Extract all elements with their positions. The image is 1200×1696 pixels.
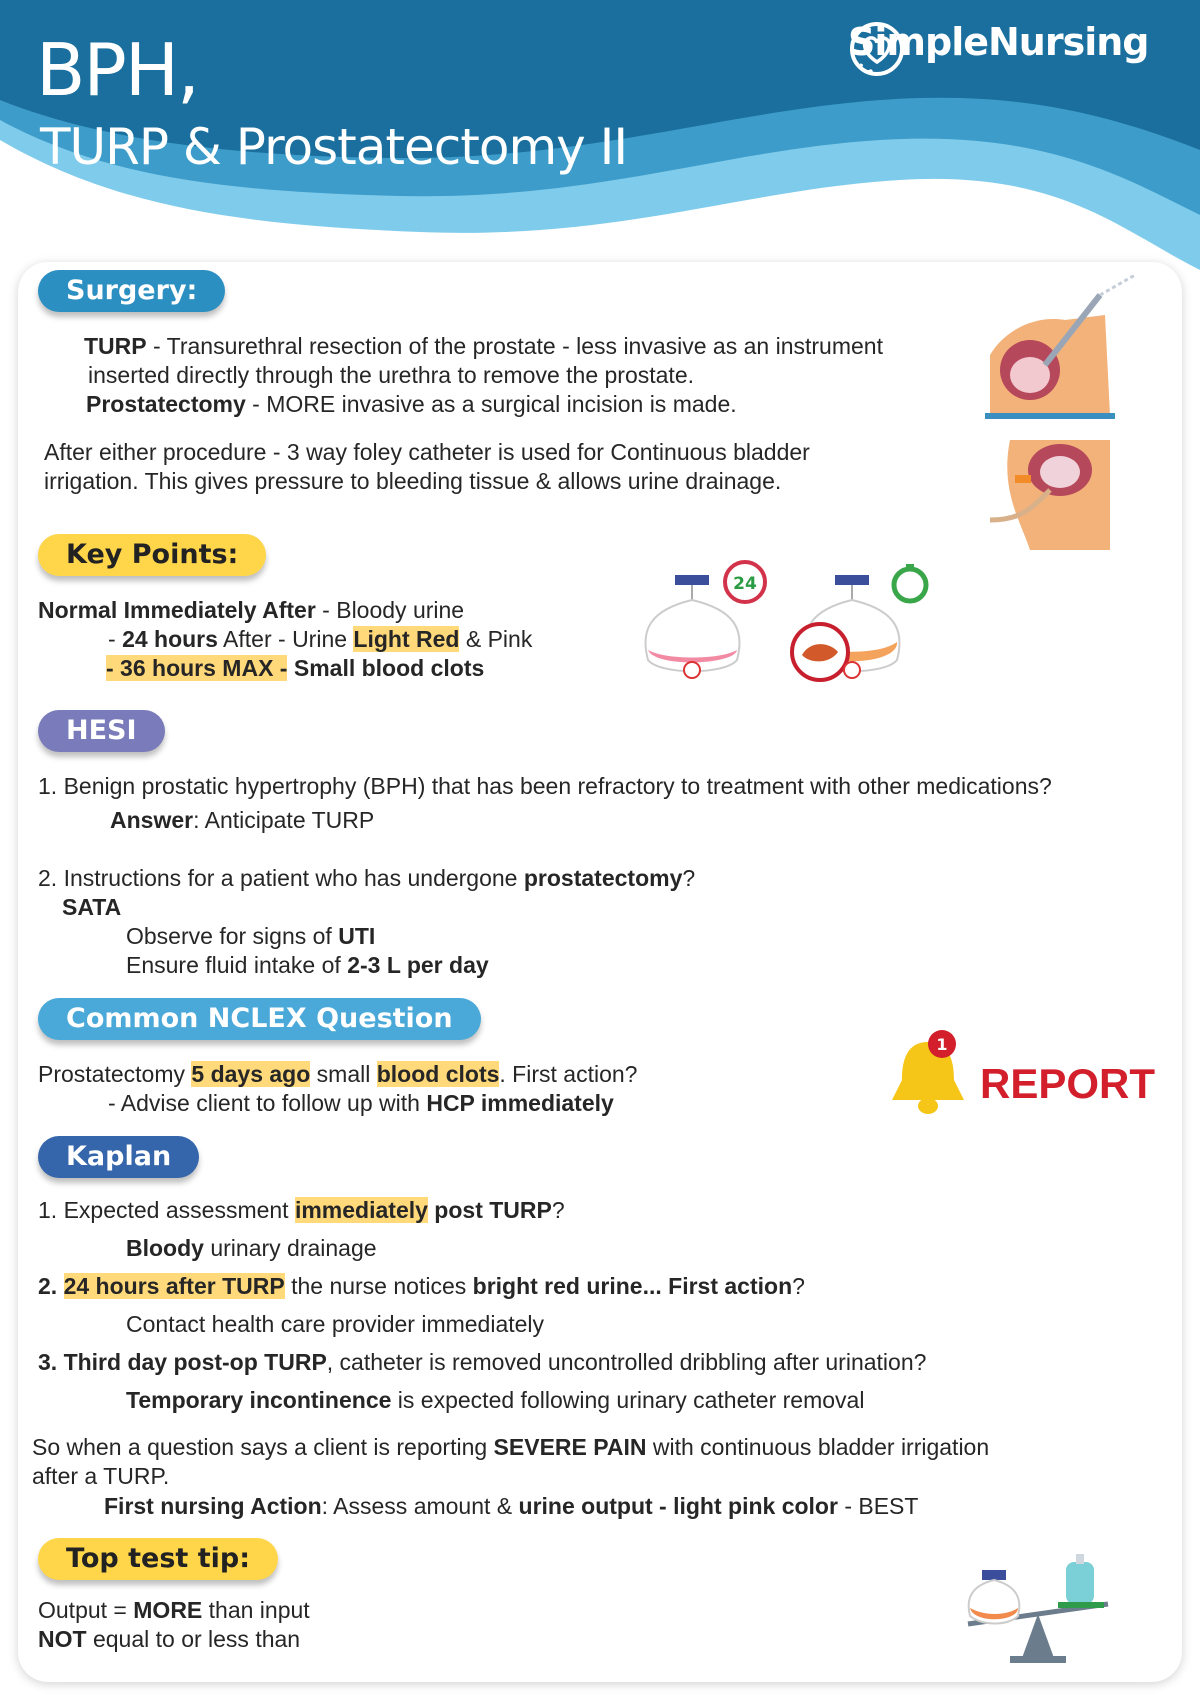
catheter-anatomy-illustration [990, 440, 1120, 550]
kaplan-answer-3: Temporary incontinence is expected following urinary catheter removal [126, 1387, 865, 1413]
turp-anatomy-illustration [985, 275, 1145, 425]
kaplan-question-2: 2. 24 hours after TURP the nurse notices bright red urine... First action? [38, 1273, 805, 1299]
after-procedure-line2: irrigation. This gives pressure to bleeding tissue & allows urine drainage. [44, 468, 782, 494]
hesi-answer-1: Answer: Anticipate TURP [110, 807, 375, 833]
hesi-instruction-fluid: Ensure fluid intake of 2-3 L per day [126, 952, 489, 978]
brand-logo [848, 20, 1148, 64]
light-pink-drainage-bag-icon [640, 560, 780, 690]
severe-pain-line2: after a TURP. [32, 1463, 170, 1489]
hesi-sata-label: SATA [62, 894, 122, 920]
kaplan-answer-2: Contact health care provider immediately [126, 1311, 545, 1337]
alert-bell-icon [886, 1028, 976, 1124]
tip-line-2: NOT equal to or less than [38, 1626, 301, 1652]
output-input-scale-icon [958, 1552, 1118, 1664]
stethoscope-heart-icon [848, 20, 906, 78]
hesi-question-1: 1. Benign prostatic hypertrophy (BPH) that has been refractory to treatment with other medications? [38, 773, 1052, 799]
hesi-instruction-uti: Observe for signs of UTI [126, 923, 376, 949]
bell-badge-count: 1 [936, 1035, 948, 1054]
nclex-question: Prostatectomy 5 days ago small blood clots. First action? [38, 1061, 638, 1087]
section-label-kaplan: Kaplan [38, 1136, 199, 1178]
tip-line-1: Output = MORE than input [38, 1597, 310, 1623]
key-point-immediately: Normal Immediately After - Bloody urine [38, 597, 465, 623]
severe-pain-line1: So when a question says a client is reporting SEVERE PAIN with continuous bladder irrigation [32, 1434, 990, 1460]
turp-definition: TURP - Transurethral resection of the prostate - less invasive as an instrument [84, 333, 883, 359]
section-label-surgery: Surgery: [38, 270, 225, 312]
brand-name: SimpleNursing [848, 20, 1149, 64]
key-point-24-hours: - 24 hours After - Urine Light Red & Pink [108, 626, 533, 652]
orange-drainage-bag-with-clots-icon [790, 560, 940, 690]
kaplan-question-3: 3. Third day post-op TURP, catheter is removed uncontrolled dribbling after urination? [38, 1349, 927, 1375]
after-procedure-line1: After either procedure - 3 way foley catheter is used for Continuous bladder [44, 439, 810, 465]
report-label: REPORT [980, 1060, 1156, 1107]
kaplan-question-1: 1. Expected assessment immediately post TURP? [38, 1197, 565, 1223]
section-label-top-tip: Top test tip: [38, 1538, 278, 1580]
timer-24-label: 24 [733, 574, 757, 594]
key-point-36-hours: - 36 hours MAX - Small blood clots [106, 655, 485, 681]
section-label-nclex: Common NCLEX Question [38, 998, 481, 1040]
section-label-key-points: Key Points: [38, 534, 266, 576]
header-banner [0, 0, 1200, 280]
nclex-answer: - Advise client to follow up with HCP immediately [108, 1090, 614, 1116]
page-title-line1: BPH, [36, 28, 198, 112]
first-nursing-action: First nursing Action: Assess amount & urine output - light pink color - BEST [104, 1493, 919, 1519]
turp-definition-cont: inserted directly through the urethra to remove the prostate. [88, 362, 694, 388]
prostatectomy-definition: Prostatectomy - MORE invasive as a surgical incision is made. [86, 391, 737, 417]
kaplan-answer-1: Bloody urinary drainage [126, 1235, 377, 1261]
hesi-question-2: 2. Instructions for a patient who has undergone prostatectomy? [38, 865, 696, 891]
section-label-hesi: HESI [38, 710, 165, 752]
page-title-line2: TURP & Prostatectomy II [40, 118, 628, 176]
